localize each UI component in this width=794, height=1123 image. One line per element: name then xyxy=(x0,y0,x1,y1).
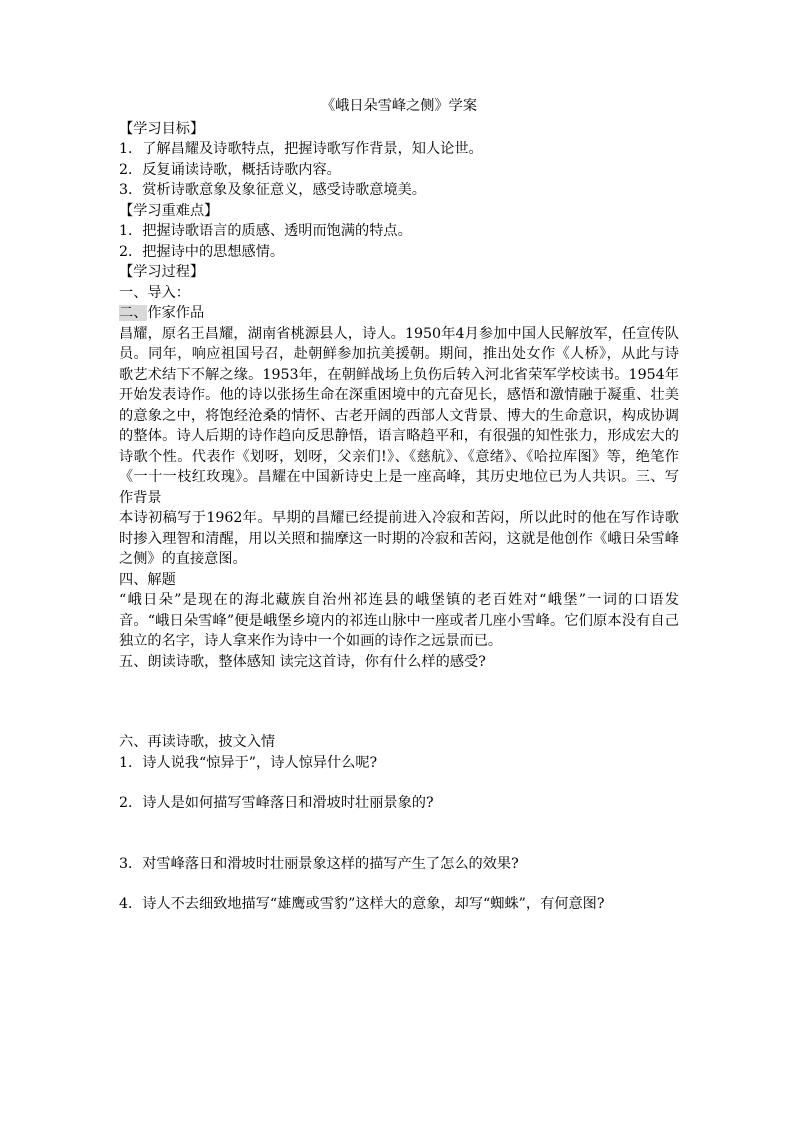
question-item: 4．诗人不去细致地描写“雄鹰或雪豹”这样大的意象，却写“蜘蛛”，有何意图? xyxy=(119,896,605,912)
question-item: 2．诗人是如何描写雪峰落日和滑坡时壮丽景象的? xyxy=(119,795,434,811)
reading-heading: 五、朗读诗歌，整体感知 读完这首诗，你有什么样的感受? xyxy=(119,653,486,670)
keypoint-item: 2．把握诗中的思想感情。 xyxy=(119,243,285,260)
answer-space xyxy=(119,814,679,854)
question-item: 3．对雪峰落日和滑坡时壮丽景象这样的描写产生了怎么的效果? xyxy=(119,855,519,872)
objective-item: 2．反复诵读诗歌，概括诗歌内容。 xyxy=(119,161,341,178)
author-heading-text: 作家作品 xyxy=(147,305,205,321)
objective-item: 1．了解昌耀及诗歌特点，把握诗歌写作背景，知人论世。 xyxy=(119,141,483,157)
doc-title: 《峨日朵雪峰之侧》学案 xyxy=(320,98,478,114)
question-item: 1．诗人说我“惊异于”，诗人惊异什么呢? xyxy=(119,754,378,771)
answer-space xyxy=(119,773,679,793)
background-paragraph: 本诗初稿写于1962年。早期的昌耀已经提前进入冷寂和苦闷，所以此时的他在写作诗歌时掺入理智和清醒，用以关照和揣摩这一时期的冷寂和苦闷，这就是他创作《峨日朵雪峰之侧》的直接意图。 xyxy=(119,510,679,567)
answer-space xyxy=(119,672,679,732)
objectives-heading: 【学习目标】 xyxy=(119,120,205,137)
keypoint-item: 1．把握诗歌语言的质感、透明而饱满的特点。 xyxy=(119,223,412,239)
title-explain-paragraph: “峨日朵”是现在的海北藏族自治州祁连县的峨堡镇的老百姓对“峨堡”一词的口语发音。“峨日朵雪峰”便是峨堡乡境内的祁连山脉中一座或者几座小雪峰。它们原本没有自己独立的名字，诗人拿来作为诗中一个如画的诗作之远景而已。 xyxy=(119,592,679,649)
process-heading: 【学习过程】 xyxy=(119,264,205,280)
answer-space xyxy=(119,874,679,894)
keypoints-heading: 【学习重难点】 xyxy=(119,202,219,219)
document-page xyxy=(119,96,679,915)
author-heading xyxy=(119,303,679,324)
reread-heading: 六、再读诗歌，披文入情 xyxy=(119,734,276,750)
intro-heading: 一、导入： xyxy=(119,284,190,301)
highlighted-text: 二、 xyxy=(119,305,148,321)
objective-item: 3．赏析诗歌意象及象征意义，感受诗歌意境美。 xyxy=(119,182,426,198)
title-explain-heading: 四、解题 xyxy=(119,571,176,588)
author-paragraph: 昌耀，原名王昌耀，湖南省桃源县人，诗人。1950年4月参加中国人民解放军，任宣传队员。同年，响应祖国号召，赴朝鲜参加抗美援朝。期间，推出处女作《人桥》，从此与诗歌艺术结下不解之缘。1953年，在朝鲜战场上负伤后转入河北省荣军学校读书。1954年开始发表诗作。他的诗以张扬生命在深重困境中的亢奋见长，感悟和激情融于凝重、壮美的意象之中，将饱经沧桑的情怀、古老开阔的西部人文背景、博大的生命意识，构成协调的整体。诗人后期的诗作趋向反思静悟，语言略趋平和，有很强的知性张力，形成宏大的诗歌个性。代表作《划呀，划呀，父亲们!》、《慈航》、《意绪》、《哈拉库图》等，绝笔作《一十一枝红玫瑰》。昌耀在中国新诗史上是一座高峰，其历史地位已为人共识。三、写作背景 xyxy=(119,325,679,506)
